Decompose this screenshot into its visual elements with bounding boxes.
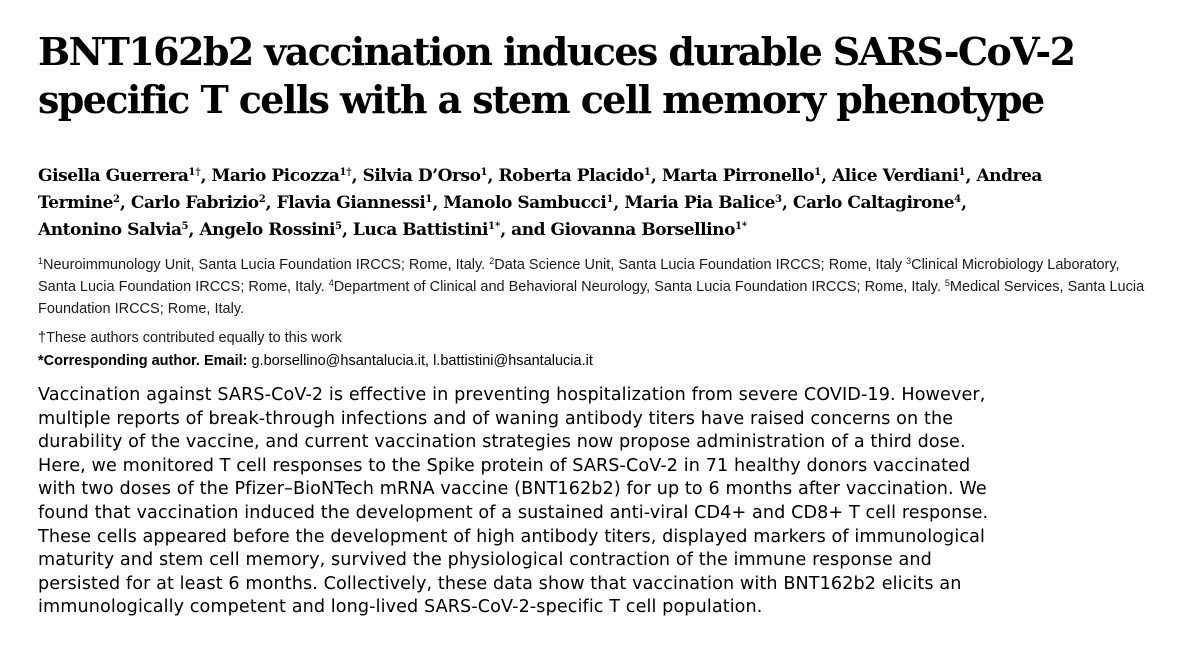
corresponding-label: *Corresponding author. Email:	[38, 353, 248, 369]
author: Gisella Guerrera$^{1\dagger}$,	[38, 166, 212, 186]
author: Termine$^2$,	[38, 193, 131, 213]
paper-title	[38, 28, 1178, 124]
abstract-line: immunologically competent and long-lived SARS-CoV-2-specific T cell population.	[38, 597, 763, 618]
author-line	[38, 217, 1178, 244]
author: Silvia D’Orso$^1$,	[362, 166, 499, 186]
affiliation-line: Foundation IRCCS; Rome, Italy.	[38, 301, 245, 317]
author: Maria Pia Balice$^3$,	[624, 193, 793, 213]
affiliation-line: $^1$Neuroimmunology Unit, Santa Lucia Foundation IRCCS; Rome, Italy. $^2$Data Science Unit, Santa Lucia Foundation IRCCS; Rome, Italy $^3$Clinical Microbiology Laboratory,	[38, 256, 1120, 273]
author: Andrea	[976, 166, 1042, 186]
abstract-line: durability of the vaccine, and current vaccination strategies now propose administration of a third dose.	[38, 432, 966, 453]
abstract-line: maturity and stem cell memory, survived the physiological contraction of the immune response and	[38, 550, 932, 571]
abstract-line: Here, we monitored T cell responses to the Spike protein of SARS-CoV-2 in 71 healthy donors vaccinated	[38, 455, 971, 476]
author: Roberta Placido$^1$,	[498, 166, 662, 186]
author: Mario Picozza$^{1\dagger}$,	[211, 166, 363, 186]
abstract-line: persisted for at least 6 months. Collectively, these data show that vaccination with BNT162b2 elicits an	[38, 573, 962, 594]
author: Luca Battistini$^{1*}$,	[352, 220, 512, 240]
abstract-line: These cells appeared before the development of high antibody titers, displayed markers of immunological	[38, 526, 985, 547]
abstract-line: found that vaccination induced the development of a sustained anti-viral CD4+ and CD8+ T cell response.	[38, 502, 989, 523]
abstract	[38, 384, 1188, 620]
abstract-line: multiple reports of break-through infections and of waning antibody titers have raised concerns on the	[38, 408, 954, 429]
author: Antonino Salvia$^5$,	[38, 220, 200, 240]
title-line: specific T cells with a stem cell memory phenotype	[38, 77, 1044, 122]
author-list	[38, 163, 1178, 244]
corresponding-author-note	[38, 350, 593, 372]
affiliations	[38, 254, 1178, 320]
author-line	[38, 163, 1178, 190]
corresponding-emails: g.borsellino@hsantalucia.it, l.battistini@hsantalucia.it	[247, 353, 593, 369]
author: Marta Pirronello$^1$,	[661, 166, 833, 186]
author: and Giovanna Borsellino$^{1*}$	[511, 220, 748, 240]
abstract-line: Vaccination against SARS-CoV-2 is effective in preventing hospitalization from severe COVID-19. However,	[38, 385, 986, 405]
author: Carlo Fabrizio$^2$,	[130, 193, 277, 213]
affiliation-line: Santa Lucia Foundation IRCCS; Rome, Italy. $^4$Department of Clinical and Behavioral Neurology, Santa Lucia Foundation IRCCS; Rome, Italy. $^5$Medical Services, Santa Lucia	[38, 278, 1145, 295]
abstract-line: with two doses of the Pfizer–BioNTech mRNA vaccine (BNT162b2) for up to 6 months after vaccination. We	[38, 479, 987, 500]
title-line: BNT162b2 vaccination induces durable SARS-CoV-2	[38, 29, 1075, 74]
author: Alice Verdiani$^1$,	[832, 166, 977, 186]
author: Carlo Caltagirone$^4$,	[792, 193, 967, 213]
author: Manolo Sambucci$^1$,	[443, 193, 625, 213]
author: Angelo Rossini$^5$,	[199, 220, 353, 240]
author-line	[38, 190, 1178, 217]
author: Flavia Giannessi$^1$,	[276, 193, 444, 213]
equal-contribution-note: †These authors contributed equally to this work	[38, 330, 342, 346]
